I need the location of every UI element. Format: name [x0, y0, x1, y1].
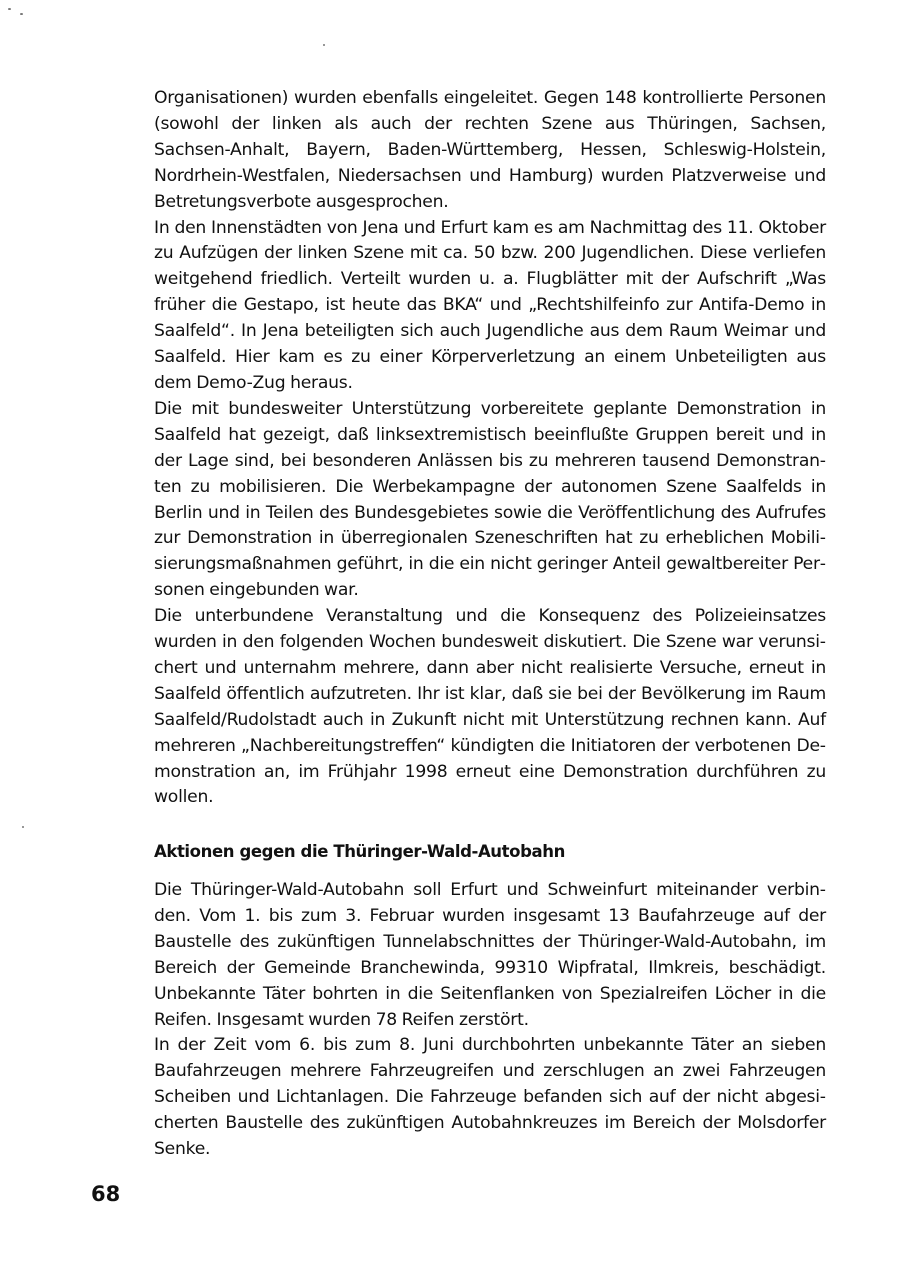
page-number: 68: [91, 1182, 121, 1206]
scan-speck: [323, 44, 325, 46]
paragraph: In der Zeit vom 6. bis zum 8. Juni durchbohrten unbekannte Täter an sieben Baufahrzeugen mehrere Fahrzeugreifen und zerschlugen an zwei Fahrzeugen Scheiben und Lichtanlagen. Die Fahrzeuge befanden sich auf der nicht abgesicherten Baustelle des zukünftigen Autobahnkreuzes im Bereich der Molsdorfer Senke.: [154, 1035, 826, 1160]
section-heading: Aktionen gegen die Thüringer-Wald-Autobahn: [154, 842, 565, 861]
scan-speck: [8, 8, 11, 10]
paragraph: Organisationen) wurden ebenfalls eingeleitet. Gegen 148 kontrollierte Personen (sowohl der linken als auch der rechten Szene aus Thüringen, Sachsen, Sachsen-Anhalt, Bayern, Baden-Württemberg, Hessen, Schleswig-Holstein, Nordrhein-Westfalen, Niedersachsen und Hamburg) wurden Platzverweise und Betretungsverbote ausgesprochen.: [154, 88, 826, 212]
paragraph: In den Innenstädten von Jena und Erfurt kam es am Nachmittag des 11. Oktober zu Aufzügen der linken Szene mit ca. 50 bzw. 200 Jugendlichen. Diese verliefen weitgehend friedlich. Verteilt wurden u. a. Flugblätter mit der Aufschrift „Was früher die Gestapo, ist heute das BKA“ und „Rechtshilfeinfo zur Antifa-Demo in Saalfeld“. In Jena beteiligten sich auch Jugendliche aus dem Raum Weimar und Saalfeld. Hier kam es zu einer Körperverletzung an einem Unbeteiligten aus dem Demo-Zug heraus.: [154, 217, 826, 393]
scan-speck: [20, 13, 23, 15]
section-text-block: [154, 878, 826, 1163]
paragraph: Die unterbundene Veranstaltung und die Konsequenz des Polizeieinsatzes wurden in den folgenden Wochen bundesweit diskutiert. Die Szene war verunsichert und unternahm mehrere, dann aber nicht realisierte Versuche, erneut in Saalfeld öffentlich aufzutreten. Ihr ist klar, daß sie bei der Bevölkerung im Raum Saalfeld/Rudolstadt auch in Zukunft nicht mit Unterstützung rechnen kann. Auf mehreren „Nachbereitungstreffen“ kündigten die Initiatoren der verbotenen Demonstration an, im Frühjahr 1998 erneut eine Demonstration durchführen zu wollen.: [154, 606, 826, 808]
main-text-block: [154, 86, 826, 811]
scan-speck: [22, 826, 24, 828]
paragraph: Die Thüringer-Wald-Autobahn soll Erfurt und Schweinfurt miteinander verbinden. Vom 1. bis zum 3. Februar wurden insgesamt 13 Baufahrzeuge auf der Baustelle des zukünftigen Tunnelabschnittes der Thüringer-Wald-Autobahn, im Bereich der Gemeinde Branchewinda, 99310 Wipfratal, Ilmkreis, beschädigt. Unbekannte Täter bohrten in die Seitenflanken von Spezialreifen Löcher in die Reifen. Insgesamt wurden 78 Reifen zerstört.: [154, 880, 826, 1030]
paragraph: Die mit bundesweiter Unterstützung vorbereitete geplante Demonstration in Saalfeld hat gezeigt, daß linksextremistisch beeinflußte Gruppen bereit und in der Lage sind, bei besonderen Anlässen bis zu mehreren tausend Demonstranten zu mobilisieren. Die Werbekampagne der autonomen Szene Saalfelds in Berlin und in Teilen des Bundesgebietes sowie die Veröffentlichung des Aufrufes zur Demonstration in überregionalen Szeneschriften hat zu erheblichen Mobilisierungsmaßnahmen geführt, in die ein nicht geringer Anteil gewaltbereiter Personen eingebunden war.: [154, 398, 826, 601]
